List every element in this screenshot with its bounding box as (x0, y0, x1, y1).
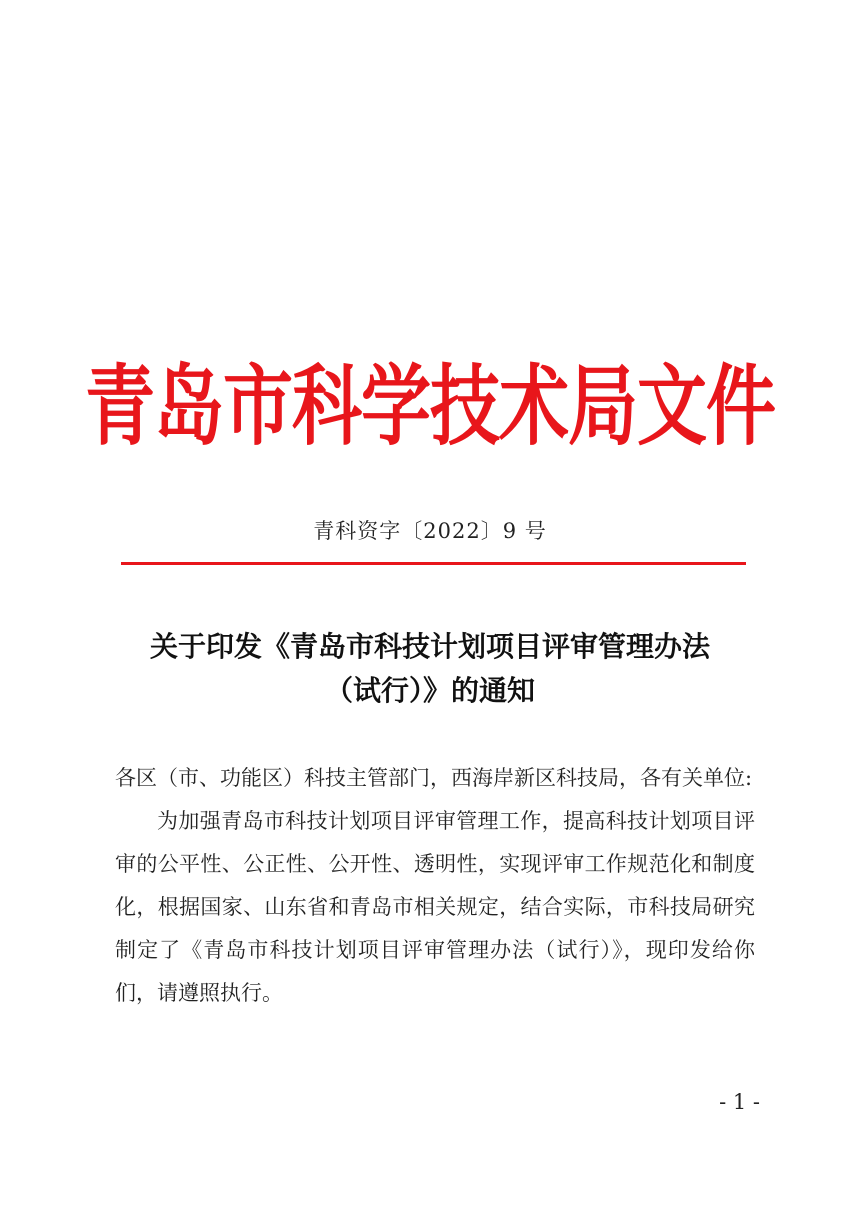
document-number: 青科资字〔2022〕9 号 (313, 519, 547, 543)
issuer-header-title: 青岛市科学技术局文件 (85, 353, 775, 458)
notice-body (115, 757, 755, 1015)
page-number: - 1 - (719, 1090, 760, 1114)
notice-title-line-2: （试行）》的通知 (324, 674, 535, 707)
notice-title-line-1: 关于印发《青岛市科技计划项目评审管理办法 (149, 630, 710, 663)
salutation: 各区（市、功能区）科技主管部门，西海岸新区科技局，各有关单位: (115, 766, 753, 790)
red-divider-rule (121, 562, 746, 565)
notice-title (100, 625, 760, 713)
body-paragraph: 为加强青岛市科技计划项目评审管理工作，提高科技计划项目评审的公平性、公正性、公开性、透明性，实现评审工作规范化和制度化，根据国家、山东省和青岛市相关规定，结合实际，市科技局研究制定了《青岛市科技计划项目评审管理办法（试行）》，现印发给你们，请遵照执行。 (115, 809, 755, 1005)
